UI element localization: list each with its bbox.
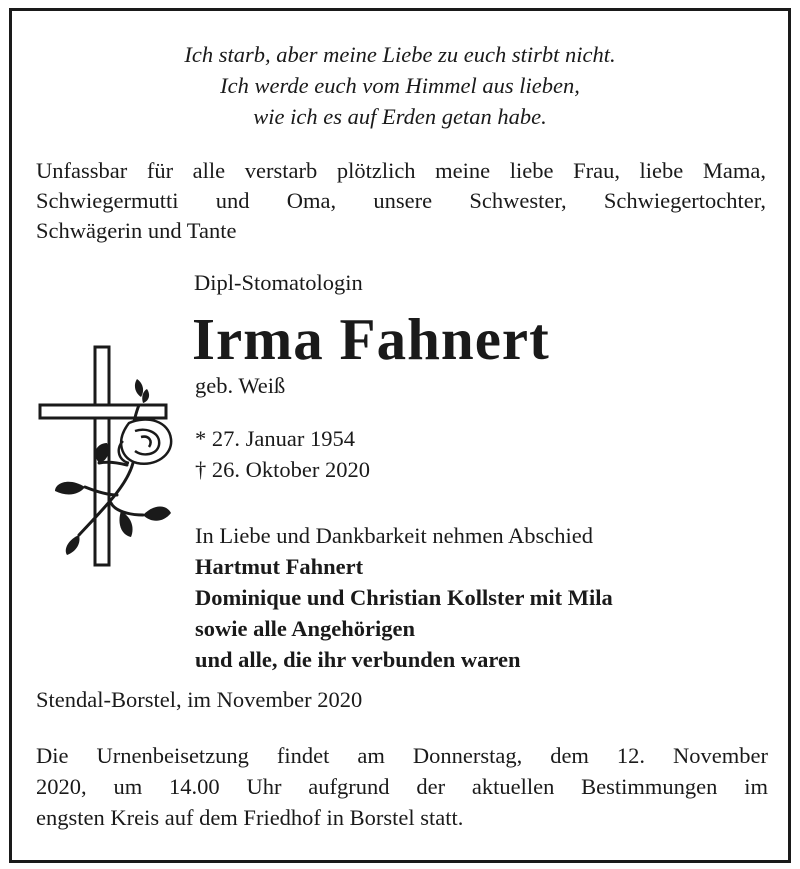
deceased-title: Dipl-Stomatologin [194, 270, 363, 295]
burial-line: engsten Kreis auf dem Friedhof in Borstel statt. [36, 805, 464, 830]
intro-line: Unfassbar für alle verstarb plötzlich meine liebe Frau, liebe Mama, [36, 158, 766, 183]
obituary-frame [9, 8, 791, 863]
life-dates [195, 423, 370, 485]
mourners-intro: In Liebe und Dankbarkeit nehmen Abschied [195, 523, 594, 548]
intro-line: Schwiegermutti und Oma, unsere Schwester, Schwiegertochter, [36, 188, 766, 213]
birth-date: * 27. Januar 1954 [195, 426, 355, 451]
poem-line: Ich starb, aber meine Liebe zu euch stirbt nicht. [184, 42, 616, 67]
mourners [195, 520, 613, 675]
mourner-name: Hartmut Fahnert [195, 554, 364, 579]
death-date: † 26. Oktober 2020 [195, 457, 370, 482]
burial-notice [36, 740, 768, 833]
intro-text [36, 156, 766, 246]
mourner-name: Dominique und Christian Kollster mit Mila [195, 585, 613, 610]
intro-line: Schwägerin und Tante [36, 218, 237, 243]
burial-line: Die Urnenbeisetzung findet am Donnerstag, dem 12. November [36, 743, 768, 768]
deceased-name: Irma Fahnert [192, 306, 550, 372]
poem [12, 39, 788, 132]
mourner-name: sowie alle Angehörigen [195, 616, 415, 641]
poem-line: Ich werde euch vom Himmel aus lieben, [220, 73, 580, 98]
place-date: Stendal-Borstel, im November 2020 [36, 687, 363, 712]
birth-name: geb. Weiß [195, 373, 286, 398]
mourner-name: und alle, die ihr verbunden waren [195, 647, 521, 672]
cross-with-rose-icon [37, 345, 187, 570]
burial-line: 2020, um 14.00 Uhr aufgrund der aktuellen Bestimmungen im [36, 774, 768, 799]
poem-line: wie ich es auf Erden getan habe. [253, 104, 547, 129]
